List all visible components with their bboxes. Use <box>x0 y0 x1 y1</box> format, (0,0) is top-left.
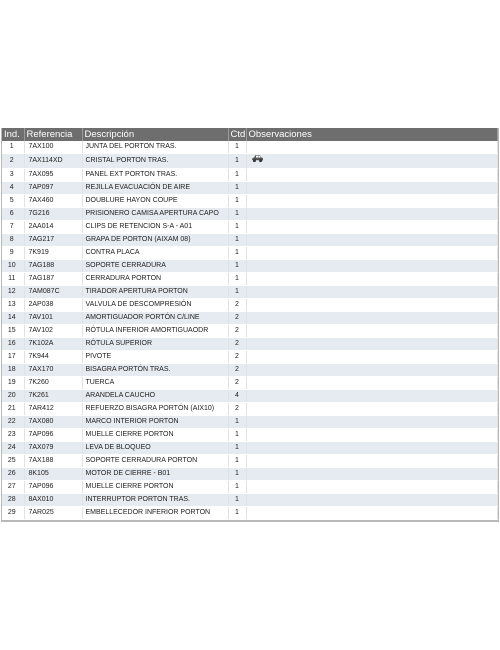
row-quantity: 1 <box>228 442 246 455</box>
table-row[interactable] <box>2 403 498 416</box>
row-reference: 7K919 <box>24 247 82 260</box>
row-index: 3 <box>2 169 24 182</box>
row-observations <box>246 364 498 377</box>
row-description: CLIPS DE RETENCION S-A - A01 <box>82 221 228 234</box>
row-index: 15 <box>2 325 24 338</box>
row-observations <box>246 273 498 286</box>
row-index: 25 <box>2 455 24 468</box>
row-description: CERRADURA PORTON <box>82 273 228 286</box>
row-quantity: 1 <box>228 468 246 481</box>
row-observations <box>246 182 498 195</box>
row-description: AMORTIGUADOR PORTÓN C/LINE <box>82 312 228 325</box>
row-quantity: 1 <box>228 494 246 507</box>
row-index: 24 <box>2 442 24 455</box>
row-description: LEVA DE BLOQUEO <box>82 442 228 455</box>
table-row[interactable] <box>2 351 498 364</box>
row-observations <box>246 141 498 154</box>
row-quantity: 1 <box>228 481 246 494</box>
row-index: 5 <box>2 195 24 208</box>
row-index: 12 <box>2 286 24 299</box>
row-description: INTERRUPTOR PORTON TRAS. <box>82 494 228 507</box>
row-observations <box>246 442 498 455</box>
row-reference: 7AM087C <box>24 286 82 299</box>
row-index: 7 <box>2 221 24 234</box>
table-row[interactable] <box>2 377 498 390</box>
row-description: RÓTULA INFERIOR AMORTIGUAODR <box>82 325 228 338</box>
row-observations <box>246 154 498 169</box>
row-reference: 7AX188 <box>24 455 82 468</box>
row-description: TUERCA <box>82 377 228 390</box>
header-description[interactable]: Descripción <box>82 128 228 141</box>
row-index: 20 <box>2 390 24 403</box>
row-quantity: 1 <box>228 455 246 468</box>
row-observations <box>246 221 498 234</box>
row-reference: 7AX095 <box>24 169 82 182</box>
table-row[interactable] <box>2 286 498 299</box>
table-row[interactable] <box>2 442 498 455</box>
header-index[interactable]: Ind. <box>2 128 24 141</box>
table-row[interactable] <box>2 221 498 234</box>
row-quantity: 1 <box>228 208 246 221</box>
row-description: EMBELLECEDOR INFERIOR PORTON <box>82 507 228 520</box>
row-description: BISAGRA PORTÓN TRAS. <box>82 364 228 377</box>
row-quantity: 2 <box>228 325 246 338</box>
row-observations <box>246 195 498 208</box>
row-quantity: 4 <box>228 390 246 403</box>
table-header-row <box>2 128 498 141</box>
row-reference: 7G216 <box>24 208 82 221</box>
row-description: REFUERZO BISAGRA PORTÓN (AIX10) <box>82 403 228 416</box>
row-observations <box>246 351 498 364</box>
row-observations <box>246 416 498 429</box>
row-observations <box>246 312 498 325</box>
row-index: 29 <box>2 507 24 520</box>
table-row[interactable] <box>2 494 498 507</box>
row-description: ARANDELA CAUCHO <box>82 390 228 403</box>
table-row[interactable] <box>2 325 498 338</box>
row-quantity: 2 <box>228 403 246 416</box>
row-description: MUELLE CIERRE PORTON <box>82 429 228 442</box>
row-reference: 8AX010 <box>24 494 82 507</box>
row-quantity: 2 <box>228 377 246 390</box>
row-reference: 7AG187 <box>24 273 82 286</box>
row-observations <box>246 208 498 221</box>
row-index: 13 <box>2 299 24 312</box>
row-quantity: 1 <box>228 507 246 520</box>
row-reference: 7AP096 <box>24 429 82 442</box>
row-observations <box>246 325 498 338</box>
row-description: JUNTA DEL PORTON TRAS. <box>82 141 228 154</box>
row-reference: 8K105 <box>24 468 82 481</box>
row-reference: 7AX079 <box>24 442 82 455</box>
row-reference: 7K261 <box>24 390 82 403</box>
row-index: 10 <box>2 260 24 273</box>
row-description: REJILLA EVACUACIÓN DE AIRE <box>82 182 228 195</box>
row-observations <box>246 481 498 494</box>
car-icon[interactable] <box>251 154 264 168</box>
row-reference: 7AX114XD <box>24 154 82 169</box>
row-index: 16 <box>2 338 24 351</box>
row-quantity: 1 <box>228 273 246 286</box>
row-quantity: 1 <box>228 247 246 260</box>
row-quantity: 2 <box>228 351 246 364</box>
table-row[interactable] <box>2 481 498 494</box>
row-reference: 7AX170 <box>24 364 82 377</box>
table-row[interactable] <box>2 364 498 377</box>
row-description: SOPORTE CERRADURA <box>82 260 228 273</box>
row-observations <box>246 390 498 403</box>
parts-table <box>2 128 498 520</box>
row-quantity: 1 <box>228 286 246 299</box>
row-observations <box>246 260 498 273</box>
row-quantity: 1 <box>228 416 246 429</box>
table-row[interactable] <box>2 455 498 468</box>
table-row[interactable] <box>2 299 498 312</box>
row-description: PIVOTE <box>82 351 228 364</box>
row-index: 9 <box>2 247 24 260</box>
row-observations <box>246 468 498 481</box>
row-quantity: 1 <box>228 221 246 234</box>
row-observations <box>246 494 498 507</box>
row-reference: 7AR412 <box>24 403 82 416</box>
table-row[interactable] <box>2 169 498 182</box>
row-reference: 7AX100 <box>24 141 82 154</box>
table-row[interactable] <box>2 182 498 195</box>
table-row[interactable] <box>2 312 498 325</box>
row-index: 18 <box>2 364 24 377</box>
row-quantity: 2 <box>228 364 246 377</box>
row-reference: 7AX460 <box>24 195 82 208</box>
table-row[interactable] <box>2 273 498 286</box>
row-reference: 7AV102 <box>24 325 82 338</box>
row-quantity: 1 <box>228 260 246 273</box>
row-observations <box>246 403 498 416</box>
row-description: MOTOR DE CIERRE - B01 <box>82 468 228 481</box>
row-index: 4 <box>2 182 24 195</box>
row-quantity: 2 <box>228 299 246 312</box>
row-reference: 7AV101 <box>24 312 82 325</box>
row-index: 27 <box>2 481 24 494</box>
row-observations <box>246 377 498 390</box>
row-description: TIRADOR APERTURA PORTON <box>82 286 228 299</box>
row-quantity: 1 <box>228 234 246 247</box>
table-row[interactable] <box>2 208 498 221</box>
table-body <box>2 141 498 520</box>
row-index: 22 <box>2 416 24 429</box>
row-index: 8 <box>2 234 24 247</box>
row-description: PRISIONERO CAMISA APERTURA CAPO <box>82 208 228 221</box>
row-reference: 7AG188 <box>24 260 82 273</box>
row-quantity: 2 <box>228 312 246 325</box>
row-index: 23 <box>2 429 24 442</box>
row-reference: 7K944 <box>24 351 82 364</box>
row-quantity: 1 <box>228 169 246 182</box>
row-reference: 7AX080 <box>24 416 82 429</box>
header-observations[interactable]: Observaciones <box>246 128 498 141</box>
row-quantity: 1 <box>228 141 246 154</box>
table-row[interactable] <box>2 195 498 208</box>
row-description: PANEL EXT PORTON TRAS. <box>82 169 228 182</box>
row-description: GRAPA DE PORTON (AIXAM 08) <box>82 234 228 247</box>
row-index: 26 <box>2 468 24 481</box>
row-reference: 7K260 <box>24 377 82 390</box>
row-observations <box>246 169 498 182</box>
row-description: CRISTAL PORTON TRAS. <box>82 154 228 169</box>
table-row[interactable] <box>2 416 498 429</box>
row-description: DOUBLURE HAYON COUPE <box>82 195 228 208</box>
row-quantity: 1 <box>228 154 246 169</box>
row-quantity: 1 <box>228 182 246 195</box>
row-reference: 2AP038 <box>24 299 82 312</box>
row-description: RÓTULA SUPERIOR <box>82 338 228 351</box>
row-index: 1 <box>2 141 24 154</box>
row-quantity: 1 <box>228 429 246 442</box>
table-row[interactable] <box>2 154 498 169</box>
row-index: 6 <box>2 208 24 221</box>
table-row[interactable] <box>2 468 498 481</box>
row-reference: 7K102A <box>24 338 82 351</box>
panel-bottom-border <box>2 520 498 522</box>
row-description: MUELLE CIERRE PORTON <box>82 481 228 494</box>
table-row[interactable] <box>2 507 498 520</box>
row-index: 28 <box>2 494 24 507</box>
row-reference: 2AA014 <box>24 221 82 234</box>
row-quantity: 2 <box>228 338 246 351</box>
row-description: SOPORTE CERRADURA PORTON <box>82 455 228 468</box>
table-row[interactable] <box>2 260 498 273</box>
table-row[interactable] <box>2 247 498 260</box>
header-reference[interactable]: Referencia <box>24 128 82 141</box>
row-observations <box>246 234 498 247</box>
table-row[interactable] <box>2 141 498 154</box>
row-index: 11 <box>2 273 24 286</box>
row-observations <box>246 507 498 520</box>
parts-list-panel <box>1 128 499 522</box>
row-observations <box>246 247 498 260</box>
table-row[interactable] <box>2 390 498 403</box>
row-description: MARCO INTERIOR PORTON <box>82 416 228 429</box>
row-reference: 7AG217 <box>24 234 82 247</box>
row-index: 17 <box>2 351 24 364</box>
row-observations <box>246 429 498 442</box>
row-observations <box>246 455 498 468</box>
table-row[interactable] <box>2 234 498 247</box>
row-observations <box>246 338 498 351</box>
table-row[interactable] <box>2 429 498 442</box>
row-observations <box>246 286 498 299</box>
row-index: 2 <box>2 154 24 169</box>
row-index: 21 <box>2 403 24 416</box>
row-quantity: 1 <box>228 195 246 208</box>
row-description: VALVULA DE DESCOMPRESIÓN <box>82 299 228 312</box>
row-index: 14 <box>2 312 24 325</box>
table-row[interactable] <box>2 338 498 351</box>
row-reference: 7AR025 <box>24 507 82 520</box>
header-quantity[interactable]: Ctd <box>228 128 246 141</box>
row-observations <box>246 299 498 312</box>
row-index: 19 <box>2 377 24 390</box>
row-reference: 7AP097 <box>24 182 82 195</box>
row-description: CONTRA PLACA <box>82 247 228 260</box>
row-reference: 7AP096 <box>24 481 82 494</box>
